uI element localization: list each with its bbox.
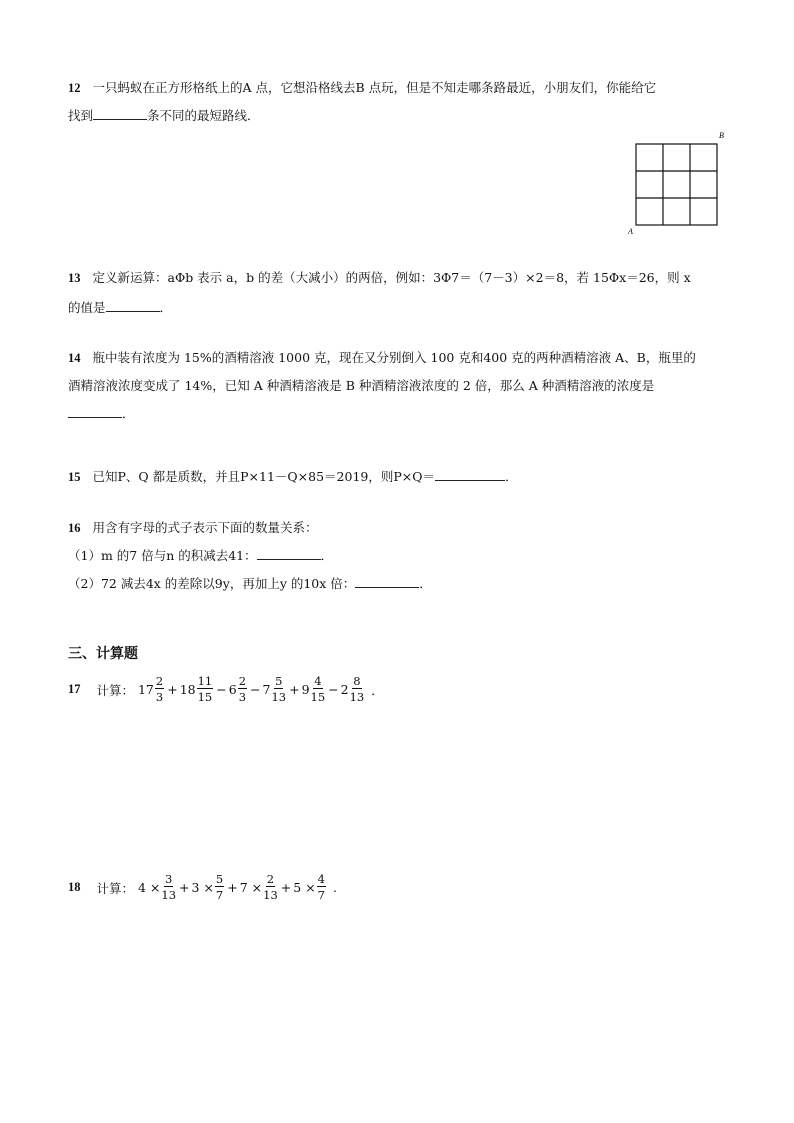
q14-line1 <box>68 350 696 366</box>
denominator: 3 <box>155 690 164 704</box>
fraction <box>238 675 247 704</box>
q12-line2 <box>68 107 260 124</box>
grid-border <box>636 144 717 225</box>
whole-number: 3 × <box>191 880 214 895</box>
denominator: 13 <box>263 888 278 902</box>
answer-blank[interactable] <box>257 547 321 560</box>
fraction <box>263 873 278 902</box>
fraction <box>271 675 286 704</box>
q17-terms <box>138 675 365 704</box>
denominator: 13 <box>271 690 287 704</box>
denominator: 13 <box>349 690 365 704</box>
q16-intro <box>68 520 318 536</box>
whole-number: 18 <box>179 682 196 697</box>
q17-expression <box>68 675 386 704</box>
question-number: 17 <box>68 682 81 696</box>
q13-text-b: ． <box>159 300 173 315</box>
q15-text: 已知P、Q 都是质数，并且P×11－Q×85＝2019，则P×Q＝ <box>92 469 435 484</box>
q14-text-2: 酒精溶液浓度变成了 14%，已知 A 种酒精溶液是 B 种酒精溶液浓度的 2 倍，那么 A 种酒精溶液的浓度是 <box>68 378 655 393</box>
whole-number: 2 <box>340 682 349 697</box>
fraction <box>155 675 164 704</box>
q15-line <box>68 468 518 485</box>
answer-blank[interactable] <box>355 575 419 588</box>
numerator: 8 <box>353 674 361 688</box>
numerator: 11 <box>197 674 213 688</box>
answer-blank[interactable] <box>93 107 147 120</box>
whole-number: 9 <box>301 682 310 697</box>
q13-line1 <box>68 270 691 286</box>
calc-label: 计算： <box>96 880 134 896</box>
operator: + <box>227 880 238 895</box>
question-number: 12 <box>68 81 81 95</box>
q14-text-end: ． <box>122 406 135 421</box>
numerator: 2 <box>155 674 164 688</box>
numerator: 2 <box>266 872 275 886</box>
q16-part2 <box>68 575 432 592</box>
denominator: 15 <box>197 690 213 704</box>
fraction <box>161 873 176 902</box>
fraction <box>311 675 326 704</box>
fraction <box>350 675 365 704</box>
question-number: 15 <box>68 470 81 484</box>
answer-blank[interactable] <box>435 468 505 481</box>
numerator: 5 <box>215 872 224 886</box>
operator: + <box>179 880 190 895</box>
q12-text-b: 条不同的最短路线． <box>147 108 260 123</box>
grid-svg <box>628 128 728 240</box>
denominator: 3 <box>238 690 247 704</box>
question-number: 14 <box>68 351 81 365</box>
q16-part1-text: （1）m 的7 倍与n 的积减去41： <box>68 548 257 563</box>
question-number: 16 <box>68 521 81 535</box>
denominator: 15 <box>310 690 326 704</box>
whole-number: 7 × <box>239 880 263 895</box>
q13-line2 <box>68 299 172 316</box>
answer-blank[interactable] <box>106 299 160 312</box>
denominator: 7 <box>317 888 325 902</box>
numerator: 3 <box>165 872 173 886</box>
whole-number: 17 <box>137 682 154 697</box>
square-grid-figure <box>628 128 728 240</box>
operator: − <box>250 682 261 697</box>
question-number: 13 <box>68 271 81 285</box>
fraction <box>197 675 214 704</box>
answer-blank[interactable] <box>68 405 122 418</box>
question-number: 18 <box>68 880 81 894</box>
denominator: 13 <box>161 888 177 902</box>
point-a-label: A <box>628 227 633 236</box>
q14-line2 <box>68 378 654 394</box>
q18-end: . <box>332 880 337 895</box>
operator: + <box>167 682 178 697</box>
operator: + <box>280 880 292 895</box>
q16-part2-text: （2）72 减去4x 的差除以9y，再加上y 的10x 倍： <box>68 576 356 591</box>
whole-number: 7 <box>262 682 271 697</box>
numerator: 5 <box>275 674 283 688</box>
numerator: 4 <box>317 872 325 886</box>
q16-end-2: ． <box>419 576 432 591</box>
operator: − <box>328 682 339 697</box>
section-heading: 三、计算题 <box>68 646 138 662</box>
operator: − <box>216 682 227 697</box>
numerator: 4 <box>314 674 322 688</box>
q18-terms <box>138 873 327 902</box>
numerator: 2 <box>238 674 247 688</box>
fraction <box>317 873 326 902</box>
q15-text-end: ． <box>505 469 518 484</box>
q12-text: 一只蚂蚁在正方形格纸上的A 点，它想沿格线去B 点玩，但是不知走哪条路最近，小朋友们，你能给它 <box>92 80 657 95</box>
point-b-label: B <box>719 131 724 140</box>
q16-end-1: ． <box>320 548 334 563</box>
q18-expression <box>68 873 339 902</box>
q14-text: 瓶中装有浓度为 15%的酒精溶液 1000 克，现在又分别倒入 100 克和400 克的两种酒精溶液 A、B，瓶里的 <box>92 350 696 365</box>
operator: + <box>289 682 300 697</box>
q12-text-a: 找到 <box>68 108 94 123</box>
q12-line1 <box>68 80 656 96</box>
q17-end: ． <box>371 682 384 698</box>
q16-part1 <box>68 547 333 564</box>
whole-number: 6 <box>228 682 237 697</box>
calc-label: 计算： <box>96 682 134 698</box>
whole-number: 5 × <box>293 880 316 895</box>
q13-text-a: 的值是 <box>68 300 106 315</box>
fraction <box>215 873 224 902</box>
q16-text: 用含有字母的式子表示下面的数量关系： <box>92 520 318 535</box>
q13-text: 定义新运算：aΦb 表示 a，b 的差（大减小）的两倍，例如：3Φ7＝（7－3）×2＝8，若 15Φx＝26，则 x <box>92 270 691 285</box>
whole-number: 4 × <box>137 880 161 895</box>
q14-line3 <box>68 405 135 422</box>
denominator: 7 <box>215 888 224 902</box>
